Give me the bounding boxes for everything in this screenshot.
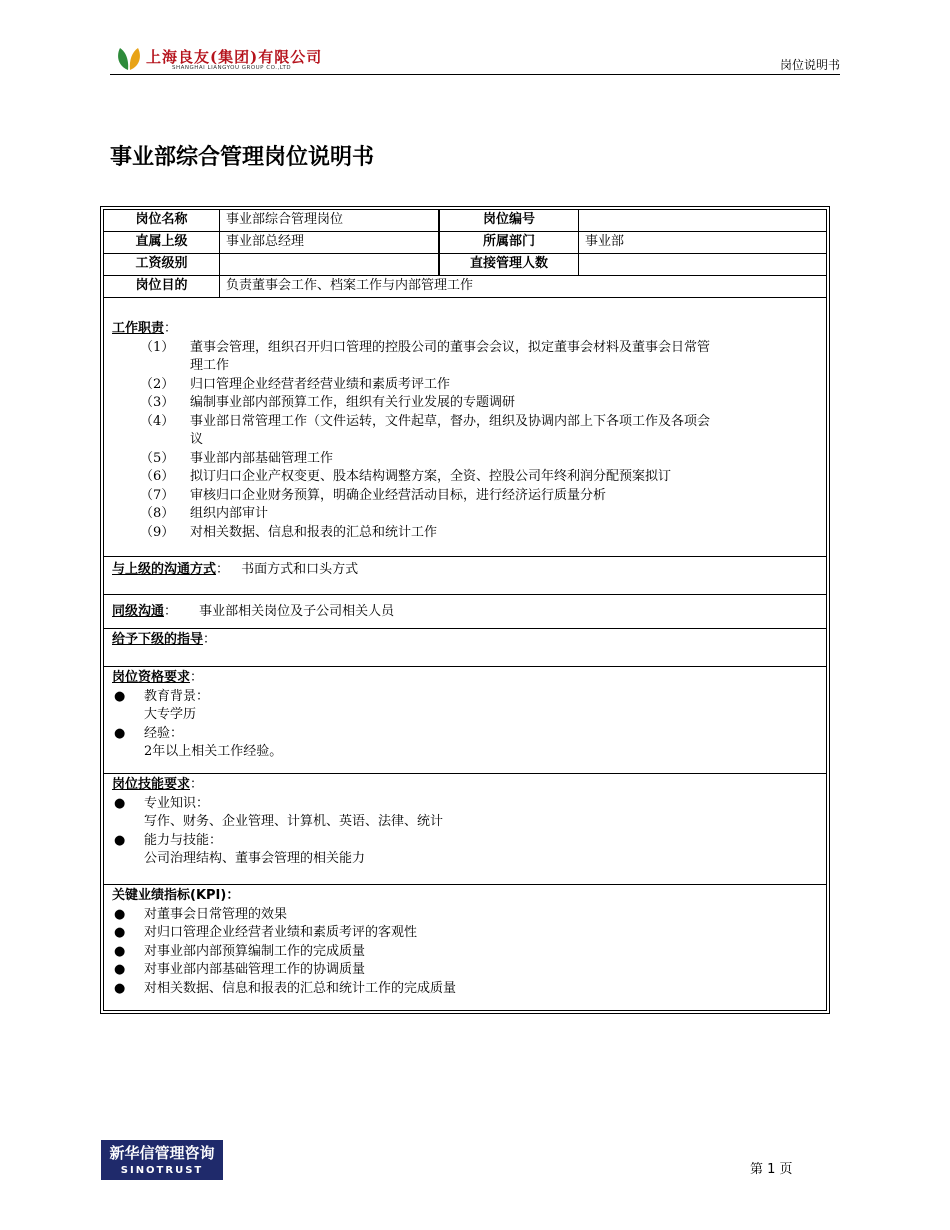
duty-item — [112, 339, 820, 376]
duty-text-cont: 议 — [190, 432, 204, 447]
guidance-section: 给予下级的指导： — [104, 629, 826, 667]
kpi-list — [112, 906, 820, 999]
salary-value — [220, 254, 439, 275]
department-label: 所属部门 — [439, 232, 579, 253]
kpi-item — [112, 980, 820, 999]
comm-peer-section: 同级沟通： 事业部相关岗位及子公司相关人员 — [104, 595, 826, 629]
superior-value: 事业部总经理 — [220, 232, 439, 253]
comm-up-section: 与上级的沟通方式： 书面方式和口头方式 — [104, 557, 826, 595]
bullet-item — [112, 795, 820, 814]
duty-text: 组织内部审计 — [190, 506, 269, 521]
bullet-icon: ● — [114, 725, 126, 741]
qualification-section: 岗位资格要求： ● 教育背景： 大专学历 ● 经验： 2年以上相关工作经验。 — [104, 667, 826, 774]
sinotrust-logo-en: SINOTRUST — [120, 1165, 204, 1176]
duty-item — [112, 394, 820, 413]
info-row-superior — [104, 232, 826, 254]
job-description-table — [100, 206, 830, 1014]
bullet-value: 大专学历 — [144, 707, 197, 722]
duty-text: 事业部日常管理工作（文件运转，文件起草，督办，组织及协调内部上下各项工作及各项会 — [190, 413, 711, 429]
duty-number: （7） — [140, 487, 175, 503]
duty-text: 审核归口企业财务预算，明确企业经营活动目标，进行经济运行质量分析 — [190, 487, 607, 503]
bullet-icon: ● — [114, 688, 126, 704]
bullet-label: 教育背景： — [144, 688, 210, 704]
kpi-section — [104, 885, 826, 1010]
position-no-label: 岗位编号 — [439, 210, 579, 231]
duty-item — [112, 505, 820, 524]
duty-text: 事业部内部基础管理工作 — [190, 450, 334, 466]
position-no-value — [579, 210, 826, 231]
duty-item — [112, 468, 820, 487]
kpi-text: 对事业部内部预算编制工作的完成质量 — [144, 943, 366, 959]
subordinates-label: 直接管理人数 — [439, 254, 579, 275]
sinotrust-logo-cn: 新华信管理咨询 — [109, 1144, 215, 1162]
bullet-item — [112, 832, 820, 851]
kpi-text: 对归口管理企业经营者业绩和素质考评的客观性 — [144, 925, 418, 940]
duty-item — [112, 376, 820, 395]
company-name-cn: 上海良友(集团)有限公司 — [146, 48, 323, 66]
duties-list — [112, 339, 820, 543]
bullet-label: 能力与技能： — [144, 832, 223, 848]
position-name-label: 岗位名称 — [104, 210, 220, 231]
duty-number: （6） — [140, 469, 175, 484]
skills-section: 岗位技能要求： ● 专业知识： 写作、财务、企业管理、计算机、英语、法律、统计 ● 能力与技能： 公司治理结构、董事会管理的相关能力 — [104, 774, 826, 885]
bullet-icon: ● — [114, 980, 126, 996]
bullet-icon: ● — [114, 925, 126, 940]
duty-text: 对相关数据、信息和报表的汇总和统计工作 — [190, 524, 438, 540]
duty-item — [112, 413, 820, 450]
bullet-value: 2年以上相关工作经验。 — [144, 744, 283, 759]
duty-text: 董事会管理，组织召开归口管理的控股公司的董事会会议，拟定董事会材料及董事会日常管 — [190, 339, 711, 355]
bullet-item — [112, 725, 820, 744]
kpi-text: 对相关数据、信息和报表的汇总和统计工作的完成质量 — [144, 980, 457, 996]
duty-item — [112, 487, 820, 506]
info-row-position — [104, 210, 826, 232]
duties-heading: 工作职责 — [112, 321, 165, 336]
kpi-item — [112, 961, 820, 980]
bullet-icon: ● — [114, 943, 126, 959]
bullet-icon: ● — [114, 962, 126, 977]
page-title: 事业部综合管理岗位说明书 — [110, 145, 375, 170]
duty-text: 归口管理企业经营者经营业绩和素质考评工作 — [190, 376, 451, 392]
duties-section: 工作职责： （1） 董事会管理，组织召开归口管理的控股公司的董事会会议，拟定董事会材料及董事会日常管 理工作 （2） 归口管理企业经营者经营业绩和素质考评工作 （3） 编制事业部内部预算工作，组织有关行业发展的专题调研 （4） 事业部日常管理工作（文件运转，文件起草，督办，组织及协调内部上下各项工作及各项会 议 （5） 事业部内部基础管理工作 （6） 拟订归口企业产权变更、股本结构调整方案，全资、控股公司年终利润分配预案拟订 （7） 审核归口企业财务预算，明确企业经营活动目标，进行经济运行质量分析 （8） 组织内部审计 （9） 对相关数据、信息和报表的汇总和统计工作 — [104, 298, 826, 557]
duty-number: （4） — [140, 413, 175, 429]
skills-list — [112, 795, 820, 869]
purpose-value: 负责董事会工作、档案工作与内部管理工作 — [226, 278, 474, 293]
duty-item — [112, 450, 820, 469]
department-value: 事业部 — [585, 234, 625, 249]
duty-text-cont: 理工作 — [190, 358, 230, 373]
page-header — [110, 44, 840, 75]
bullet-icon: ● — [114, 832, 126, 848]
company-leaf-icon — [114, 44, 144, 72]
kpi-item — [112, 943, 820, 962]
comm-peer-label: 同级沟通 — [112, 604, 165, 619]
superior-label: 直属上级 — [104, 232, 220, 253]
comm-up-value: 书面方式和口头方式 — [241, 562, 359, 577]
duty-text: 拟订归口企业产权变更、股本结构调整方案，全资、控股公司年终利润分配预案拟订 — [190, 469, 672, 484]
page-number: 第 1 页 — [750, 1162, 793, 1177]
position-name-value: 事业部综合管理岗位 — [220, 210, 439, 231]
qualification-list — [112, 688, 820, 762]
comm-peer-value: 事业部相关岗位及子公司相关人员 — [199, 604, 395, 619]
kpi-text: 对董事会日常管理的效果 — [144, 906, 288, 922]
qualification-heading: 岗位资格要求 — [112, 670, 191, 685]
bullet-label: 经验： — [144, 725, 184, 741]
info-row-purpose — [104, 276, 826, 298]
bullet-item — [112, 688, 820, 707]
kpi-heading: 关键业绩指标(KPI)： — [112, 888, 240, 903]
duty-text: 编制事业部内部预算工作，组织有关行业发展的专题调研 — [190, 395, 516, 410]
subordinates-value — [579, 254, 826, 275]
bullet-value: 公司治理结构、董事会管理的相关能力 — [144, 851, 366, 866]
duty-number: （2） — [140, 376, 175, 392]
guidance-label: 给予下级的指导 — [112, 632, 204, 647]
kpi-item — [112, 906, 820, 925]
duty-item — [112, 524, 820, 543]
purpose-label: 岗位目的 — [104, 276, 220, 297]
bullet-icon: ● — [114, 906, 126, 922]
duty-number: （8） — [140, 506, 175, 521]
salary-label: 工资级别 — [104, 254, 220, 275]
doc-type-label: 岗位说明书 — [779, 58, 840, 72]
bullet-value: 写作、财务、企业管理、计算机、英语、法律、统计 — [144, 814, 444, 829]
bullet-icon: ● — [114, 795, 126, 811]
bullet-label: 专业知识： — [144, 795, 210, 811]
skills-heading: 岗位技能要求 — [112, 777, 191, 792]
sinotrust-logo — [101, 1140, 223, 1180]
info-row-salary — [104, 254, 826, 276]
comm-up-label: 与上级的沟通方式 — [112, 562, 217, 577]
duty-number: （3） — [140, 395, 175, 410]
duty-number: （5） — [140, 450, 175, 466]
kpi-item — [112, 924, 820, 943]
company-name-en: SHANGHAI LIANGYOU GROUP CO.,LTD — [172, 65, 292, 71]
duty-number: （1） — [140, 339, 175, 355]
kpi-text: 对事业部内部基础管理工作的协调质量 — [144, 962, 366, 977]
duty-number: （9） — [140, 524, 175, 540]
